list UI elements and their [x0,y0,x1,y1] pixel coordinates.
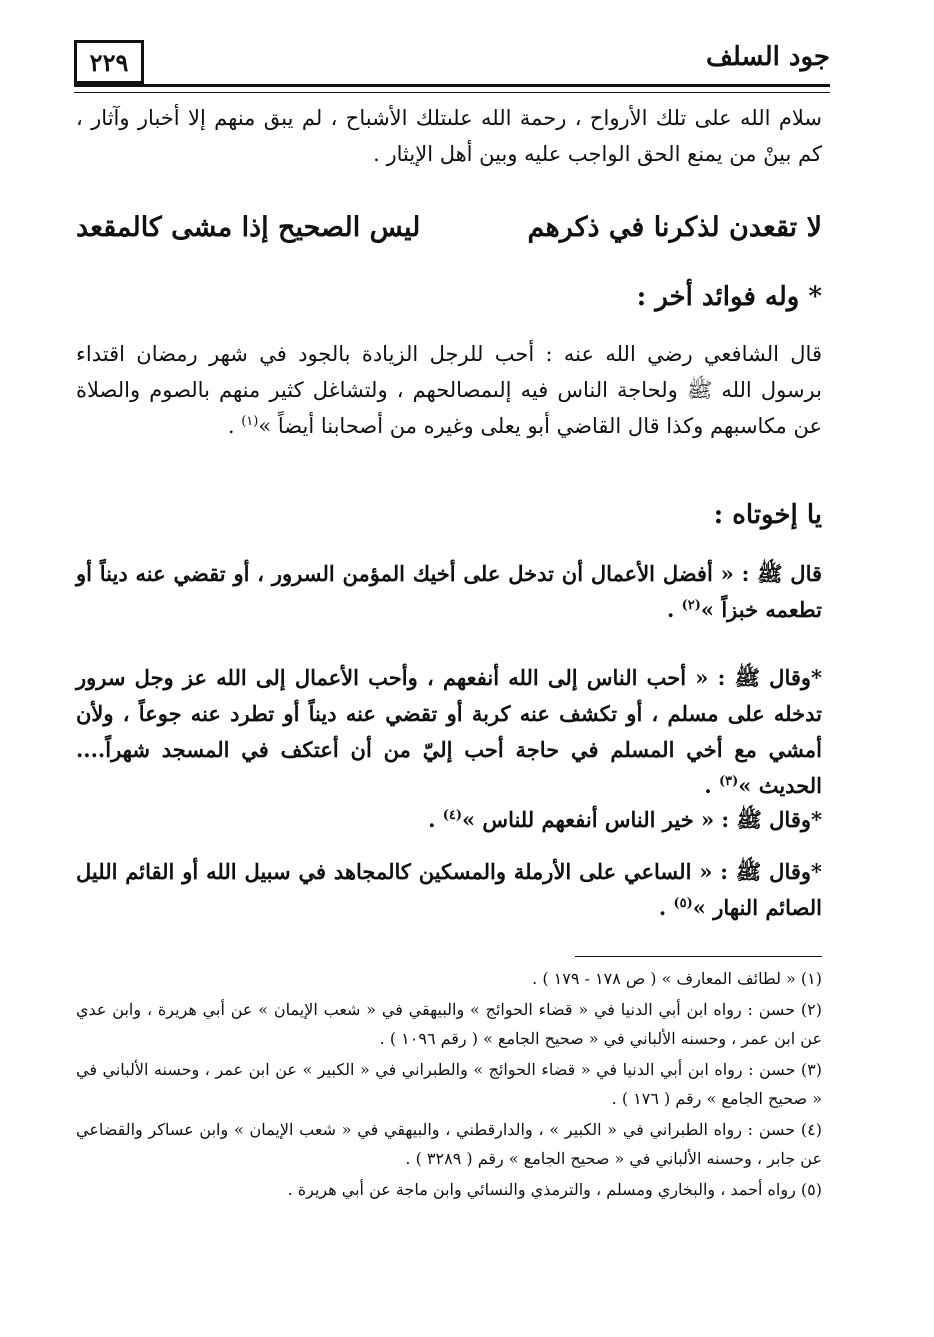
hadith-4-text: « الساعي على الأرملة والمسكين كالمجاهد في سبيل الله أو القائم الليل الصائم النهار » [76,859,822,920]
page-number: ٢٢٩ [89,47,129,77]
hadith-1-end: . [666,597,682,622]
footnote-1: (١) « لطائف المعارف » ( ص ١٧٨ - ١٧٩ ) . [532,969,822,988]
footnote-ref-2: (٢) [681,598,701,613]
hadith-4-lead: *وقال ﷺ : [712,859,823,884]
footnote-4: (٤) حسن : رواه الطبراني في « الكبير » ، والدارقطني ، والبيهقي في « شعب الإيمان » وابن عساكر والقضاعي عن جابر ، وحسنه الألباني في « صحيح الجامع » رقم ( ٣٢٨٩ ) . [76,1120,822,1168]
footnote-5: (٥) رواه أحمد ، والبخاري ومسلم ، والترمذي والنسائي وابن ماجة عن أبي هريرة . [287,1180,822,1199]
footnote-ref-1: (١) [241,414,259,429]
hadith-3-text: « خير الناس أنفعهم للناس » [462,807,715,832]
hadith-1 [76,556,822,628]
page-number-box [74,40,144,84]
hadith-3-lead: *وقال ﷺ : [714,807,822,832]
hadith-2-lead: *وقال ﷺ : [708,665,823,690]
hadith-4 [76,854,822,926]
header-rule [74,84,830,93]
footnote-3: (٣) حسن : رواه ابن أبي الدنيا في « قضاء الحوائج » والطبراني في « الكبير » عن ابن عمر ، وحسنه الألباني في « صحيح الجامع » رقم ( ١٧٦ ) . [76,1060,823,1108]
verse-first-hemistich: لا تقعدن لذكرنا في ذكرهم [527,212,822,243]
verse-second-hemistich: ليس الصحيح إذا مشى كالمقعد [76,212,421,243]
footnote-2: (٢) حسن : رواه ابن أبي الدنيا في « قضاء الحوائج » والبيهقي في « شعب الإيمان » عن أبي هريرة ، وابن عدي عن ابن عمر ، وحسنه الألباني في « صحيح الجامع » ( رقم ١٠٩٦ ) . [76,1000,822,1048]
footnotes [76,964,822,1206]
footnote-ref-5: (٥) [673,896,693,911]
hadith-3-end: . [428,807,443,832]
shafii-text: قال الشافعي رضي الله عنه : أحب للرجل الزيادة بالجود في شهر رمضان اقتداء برسول الله ﷺ ولحاجة الناس فيه إلىمصالحهم ، ولتشاغل كثير منهم بالصوم والصلاة عن مكاسبهم وكذا قال القاضي أبو يعلى وغيره من أصحابنا أيضاً » [76,342,822,438]
hadith-1-text: « أفضل الأعمال أن تدخل على أخيك المؤمن السرور ، أو تقضي عنه ديناً أو تطعمه خبزاً » [76,561,822,622]
hadith-4-end: . [658,895,674,920]
shafii-end: . [227,414,242,438]
footnote-ref-3: (٣) [718,774,739,789]
footnote-ref-4: (٤) [442,808,462,823]
intro-paragraph: سلام الله على تلك الأرواح ، رحمة الله علىتلك الأشباح ، لم يبق منهم إلا أخبار وآثار ، كم بينْ من يمنع الحق الواجب عليه وبين أهل الإيثار . [76,106,822,166]
hadith-1-lead: قال ﷺ : [733,561,823,586]
footnote-separator [575,956,822,957]
hadith-2-end: . [704,773,719,798]
hadith-2-text: « أحب الناس إلى الله أنفعهم ، وأحب الأعمال إلى الله عز وجل سرور تدخله على مسلم ، أو تكشف عنه كربة أو تقضي عنه ديناً أو تطرد عنه جوعاً ، ولأن أمشي مع أخي المسلم في حاجة أحب إليّ من أن أعتكف في المسجد شهراً.... الحديث » [76,665,822,798]
hadith-2 [76,660,822,804]
running-header-title: جود السلف [706,42,830,72]
shafii-paragraph [76,336,822,444]
section-heading-benefits: * وله فوائد أخر : [636,282,822,312]
hadith-3 [76,802,822,838]
section-heading-brothers: يا إخوتاه : [713,500,822,530]
